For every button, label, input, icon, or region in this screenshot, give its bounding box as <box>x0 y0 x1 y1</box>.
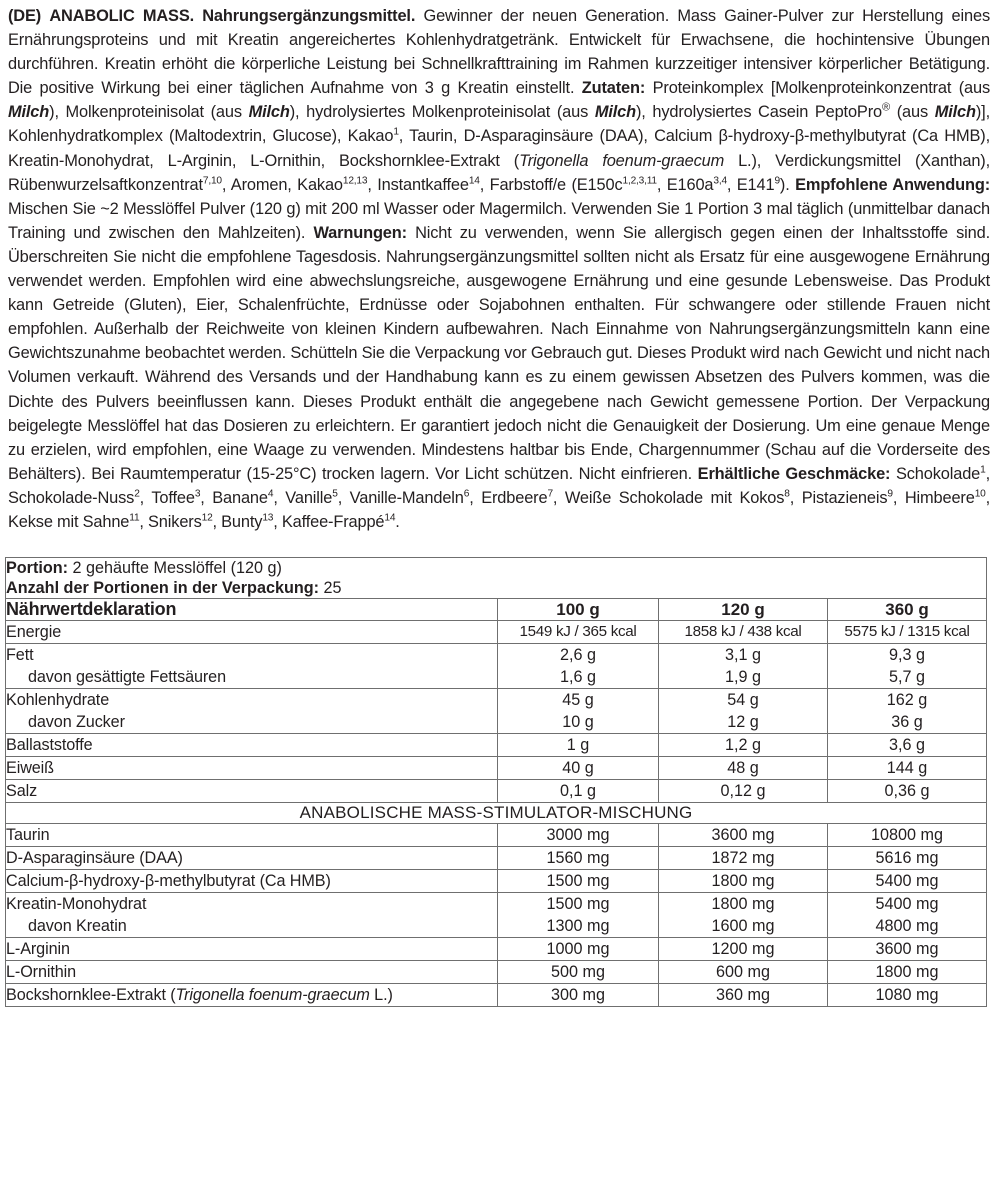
row-value-360g <box>828 644 987 689</box>
row-value-100g: 1000 mg <box>498 938 659 961</box>
row-value-120g: 1858 kJ / 438 kcal <box>659 621 828 644</box>
row-value-100g: 1 g <box>498 734 659 757</box>
product-category: Nahrungsergänzungsmittel. <box>202 7 416 25</box>
row-label: Fett <box>6 646 34 664</box>
usage-label: Empfohlene Anwendung: <box>795 175 990 194</box>
nutrition-table <box>5 557 987 1007</box>
row-label: Ballaststoffe <box>6 734 498 757</box>
servings-label: Anzahl der Portionen in der Verpackung: <box>6 579 320 597</box>
warnings-label: Warnungen: <box>313 223 407 242</box>
row-value-120g: 360 mg <box>659 984 828 1007</box>
value-sub: 5,7 g <box>889 668 926 686</box>
row-label: Kohlenhydrate <box>6 691 110 709</box>
table-row <box>6 847 987 870</box>
portion-value: 2 gehäufte Messlöffel (120 g) <box>68 559 282 577</box>
value-main: 162 g <box>886 691 928 709</box>
value-sub: 36 g <box>891 713 923 731</box>
value-main: 9,3 g <box>889 646 926 664</box>
row-label: Eiweiß <box>6 757 498 780</box>
row-value-360g: 1800 mg <box>828 961 987 984</box>
value-main: 5400 mg <box>875 895 939 913</box>
header-cell-name: Nährwertdeklaration <box>6 599 498 621</box>
row-value-100g: 1500 mg <box>498 870 659 893</box>
mix-section-title: ANABOLISCHE MASS-STIMULATOR-MISCHUNG <box>6 803 987 824</box>
row-value-100g: 500 mg <box>498 961 659 984</box>
row-value-120g: 1,2 g <box>659 734 828 757</box>
row-value-100g: 3000 mg <box>498 824 659 847</box>
value-sub: 10 g <box>562 713 594 731</box>
header-cell-360g: 360 g <box>828 599 987 621</box>
header-cell-120g: 120 g <box>659 599 828 621</box>
row-value-100g: 1549 kJ / 365 kcal <box>498 621 659 644</box>
description-paragraph: (DE) ANABOLIC MASS. Nahrungsergänzungsmittel. Gewinner der neuen Generation. Mass Gainer-Pulver zur Herstellung eines Ernährungsproteins und mit Kreatin angereichertes Kohlenhydratgetränk. Entwickelt für Erwachsene, die hochintensive Übungen durchführen. Kreatin erhöht die körperliche Leistung bei Schnellkrafttraining im Rahmen kurzzeitiger intensiver körperlicher Betätigung. Die positive Wirkung bei einer täglichen Aufnahme von 3 g Kreatin einstellt. Zutaten: Proteinkomplex [Molkenproteinkonzentrat (aus Milch), Molkenproteinisolat (aus Milch), hydrolysiertes Molkenproteinisolat (aus Milch), hydrolysiertes Casein PeptoPro® (aus Milch)], Kohlenhydratkomplex (Maltodextrin, Glucose), Kakao$^1$, Taurin, D-Asparaginsäure (DAA), Calcium β-hydroxy-β-methylbutyrat (Ca HMB), Kreatin-Monohydrat, L-Arginin, L-Ornithin, Bockshornklee-Extrakt (Trigonella foenum-graecum L.), Verdickungsmittel (Xanthan), Rübenwurzelsaftkonzentrat$^{7,10}$, Aromen, Kakao$^{12,13}$, Instantkaffee$^{14}$, Farbstoff/e ($E150c^{1,2,3,11}$, $E160a^{3,4}$, $E141^9$). Empfohlene Anwendung: Mischen Sie ~2 Messlöffel Pulver (120 g) mit 200 ml Wasser oder Magermilch. Verwenden Sie 1 Portion 3 mal täglich (unmittelbar danach Training und zwischen den Mahlzeiten). Warnungen: Nicht zu verwenden, wenn Sie allergisch gegen einen der Inhaltsstoffe sind. Überschreiten Sie nicht die empfohlene Tagesdosis. Nahrungsergänzungsmittel sollten nicht als Ersatz für eine ausgewogene Ernährung verwendet werden. Empfohlen wird eine abwechslungsreiche, ausgewogene Ernährung und eine gesunde Lebensweise. Das Produkt kann Getreide (Gluten), Eier, Schalenfrüchte, Erdnüsse oder Sojabohnen enthalten. Für schwangere oder stillende Frauen nicht empfohlen. Außerhalb der Reichweite von kleinen Kindern aufbewahren. Nach Einnahme von Nahrungsergänzungsmitteln kann eine Gewichtszunahme beobachtet werden. Schütteln Sie die Verpackung vor Gebrauch gut. Dieses Produkt wird nach Gewicht und nicht nach Volumen verkauft. Während des Versands und der Handhabung kann es zu einem gewissen Absetzen des Pulvers kommen, was die Dichte des Pulvers beeinflussen kann. Dieses Produkt enthält die angegebene nach Gewicht gemessene Portion. Der Verpackung beigelegte Messlöffel hat das Dosieren zu erleichtern. Er garantiert jedoch nicht die Genauigkeit der Dosierung. Um eine genaue Menge zu erzielen, wird empfohlen, eine Waage zu verwenden. Mindestens haltbar bis Ende, Chargennummer (Schau auf die Vorderseite des Behälters). Bei Raumtemperatur (15-25°C) trocken lagern. Vor Licht schützen. Nicht einfrieren. Erhältliche Geschmäcke: Schokolade$^1$, Schokolade-Nuss$^2$, Toffee$^3$, Banane$^4$, Vanille$^5$, Vanille-Mandeln$^6$, Erdbeere$^7$, Weiße Schokolade mit Kokos$^8$, Pistazieneis$^9$, Himbeere$^{10}$, Kekse mit Sahne$^{11}$, Snikers$^{12}$, Bunty$^{13}$, Kaffee-Frappé$^{14}$. <box>8 7 991 531</box>
intro-text: Gewinner der neuen Generation. Mass Gainer-Pulver zur Herstellung eines Ernährungsproteins und mit Kreatin angereichertes Kohlenhydratgetränk. Entwickelt für Erwachsene, die hochintensive Übungen durchführen. Kreatin erhöht die körperliche Leistung bei Schnellkrafttraining im Rahmen kurzzeitiger intensiver körperlicher Betätigung. Die positive Wirkung bei einer täglichen Aufnahme von 3 g Kreatin einstellt. <box>8 7 990 98</box>
portion-line <box>6 558 986 578</box>
product-name: ANABOLIC MASS. <box>49 7 195 25</box>
value-sub: 1,6 g <box>559 668 596 686</box>
locale-tag: (DE) <box>8 7 42 25</box>
row-sublabel: davon gesättigte Fettsäuren <box>28 668 226 686</box>
portion-label: Portion: <box>6 559 69 577</box>
table-row <box>6 984 987 1007</box>
row-value-120g: 600 mg <box>659 961 828 984</box>
value-main: 45 g <box>562 691 594 709</box>
row-value-100g: 0,1 g <box>498 780 659 803</box>
table-row <box>6 689 987 734</box>
row-label: Taurin <box>6 824 498 847</box>
value-sub: 4800 mg <box>875 917 939 935</box>
table-header-row <box>6 599 987 621</box>
row-label: Salz <box>6 780 498 803</box>
row-value-120g <box>659 893 828 938</box>
value-sub: 1,9 g <box>724 668 761 686</box>
row-value-360g: 3600 mg <box>828 938 987 961</box>
table-row <box>6 893 987 938</box>
table-row <box>6 870 987 893</box>
row-value-360g: 144 g <box>828 757 987 780</box>
table-row <box>6 824 987 847</box>
table-section-header-row <box>6 803 987 824</box>
table-row-portion-info <box>6 558 987 599</box>
row-sublabel: davon Kreatin <box>28 917 127 935</box>
table-row <box>6 644 987 689</box>
product-description-block <box>6 4 992 534</box>
row-label-group <box>6 644 498 689</box>
row-value-100g <box>498 689 659 734</box>
value-sub: 12 g <box>727 713 759 731</box>
value-main: 3,1 g <box>724 646 761 664</box>
row-value-360g: 5616 mg <box>828 847 987 870</box>
row-value-360g <box>828 689 987 734</box>
row-value-120g: 1872 mg <box>659 847 828 870</box>
row-value-360g <box>828 893 987 938</box>
value-main: 54 g <box>727 691 759 709</box>
table-row <box>6 780 987 803</box>
row-label-post: L.) <box>369 986 393 1004</box>
ingredients-label: Zutaten: <box>581 79 646 98</box>
nutrition-table-container <box>5 557 986 1007</box>
value-main: 1800 mg <box>711 895 775 913</box>
warnings-text: Nicht zu verwenden, wenn Sie allergisch gegen einen der Inhaltsstoffe sind. Überschreiten Sie nicht die empfohlene Tagesdosis. Nahrungsergänzungsmittel sollten nicht als Ersatz für eine ausgewogene Ernährung verwendet werden. Empfohlen wird eine abwechslungsreiche, ausgewogene Ernährung und eine gesunde Lebensweise. Das Produkt kann Getreide (Gluten), Eier, Schalenfrüchte, Erdnüsse oder Sojabohnen enthalten. Für schwangere oder stillende Frauen nicht empfohlen. Außerhalb der Reichweite von kleinen Kindern aufbewahren. Nach Einnahme von Nahrungsergänzungsmitteln kann eine Gewichtszunahme beobachtet werden. Schütteln Sie die Verpackung vor Gebrauch gut. Dieses Produkt wird nach Gewicht und nicht nach Volumen verkauft. Während des Versands und der Handhabung kann es zu einem gewissen Absetzen des Pulvers kommen, was die Dichte des Pulvers beeinflussen kann. Dieses Produkt enthält die angegebene nach Gewicht gemessene Portion. Der Verpackung beigelegte Messlöffel hat das Dosieren zu erleichtern. Er garantiert jedoch nicht die Genauigkeit der Dosierung. Um eine genaue Menge zu erzielen, wird empfohlen, eine Waage zu verwenden. Mindestens haltbar bis Ende, Chargennummer (Schau auf die Vorderseite des Behälters). Bei Raumtemperatur (15-25°C) trocken lagern. Vor Licht schützen. Nicht einfrieren. <box>8 223 990 483</box>
table-row <box>6 961 987 984</box>
usage-text: Mischen Sie ~2 Messlöffel Pulver (120 g) mit 200 ml Wasser oder Magermilch. Verwenden Sie 1 Portion 3 mal täglich (unmittelbar danach Training und zwischen den Mahlzeiten). <box>8 199 990 242</box>
value-main: 1500 mg <box>546 895 610 913</box>
row-label-group <box>6 893 498 938</box>
row-value-120g: 1200 mg <box>659 938 828 961</box>
row-value-120g: 0,12 g <box>659 780 828 803</box>
row-value-120g: 3600 mg <box>659 824 828 847</box>
row-label: L-Ornithin <box>6 961 498 984</box>
row-value-360g: 5400 mg <box>828 870 987 893</box>
value-main: 2,6 g <box>559 646 596 664</box>
row-label: Energie <box>6 621 498 644</box>
row-sublabel: davon Zucker <box>28 713 125 731</box>
row-label-scientific: Trigonella foenum-graecum <box>175 986 370 1004</box>
row-value-120g <box>659 644 828 689</box>
row-value-100g: 300 mg <box>498 984 659 1007</box>
value-sub: 1600 mg <box>711 917 775 935</box>
row-value-360g: 1080 mg <box>828 984 987 1007</box>
row-label-pre: Bockshornklee-Extrakt ( <box>6 986 176 1004</box>
row-value-360g: 3,6 g <box>828 734 987 757</box>
row-value-100g <box>498 893 659 938</box>
row-value-100g: 40 g <box>498 757 659 780</box>
portion-info-cell <box>6 558 987 599</box>
row-label: D-Asparaginsäure (DAA) <box>6 847 498 870</box>
row-value-120g: 48 g <box>659 757 828 780</box>
table-row <box>6 938 987 961</box>
row-value-100g <box>498 644 659 689</box>
row-value-120g <box>659 689 828 734</box>
flavors-label: Erhältliche Geschmäcke: <box>697 464 891 483</box>
table-row <box>6 621 987 644</box>
value-sub: 1300 mg <box>546 917 610 935</box>
table-row <box>6 734 987 757</box>
row-value-120g: 1800 mg <box>659 870 828 893</box>
row-value-360g: 10800 mg <box>828 824 987 847</box>
row-label: Kreatin-Monohydrat <box>6 895 147 913</box>
row-label: Calcium-β-hydroxy-β-methylbutyrat (Ca HMB) <box>6 870 498 893</box>
table-row <box>6 757 987 780</box>
servings-value: 25 <box>319 579 342 597</box>
servings-line <box>6 578 986 598</box>
row-label-group <box>6 984 498 1007</box>
header-cell-100g: 100 g <box>498 599 659 621</box>
row-value-360g: 0,36 g <box>828 780 987 803</box>
row-value-360g: 5575 kJ / 1315 kcal <box>828 621 987 644</box>
row-label: L-Arginin <box>6 938 498 961</box>
row-label-group <box>6 689 498 734</box>
row-value-100g: 1560 mg <box>498 847 659 870</box>
